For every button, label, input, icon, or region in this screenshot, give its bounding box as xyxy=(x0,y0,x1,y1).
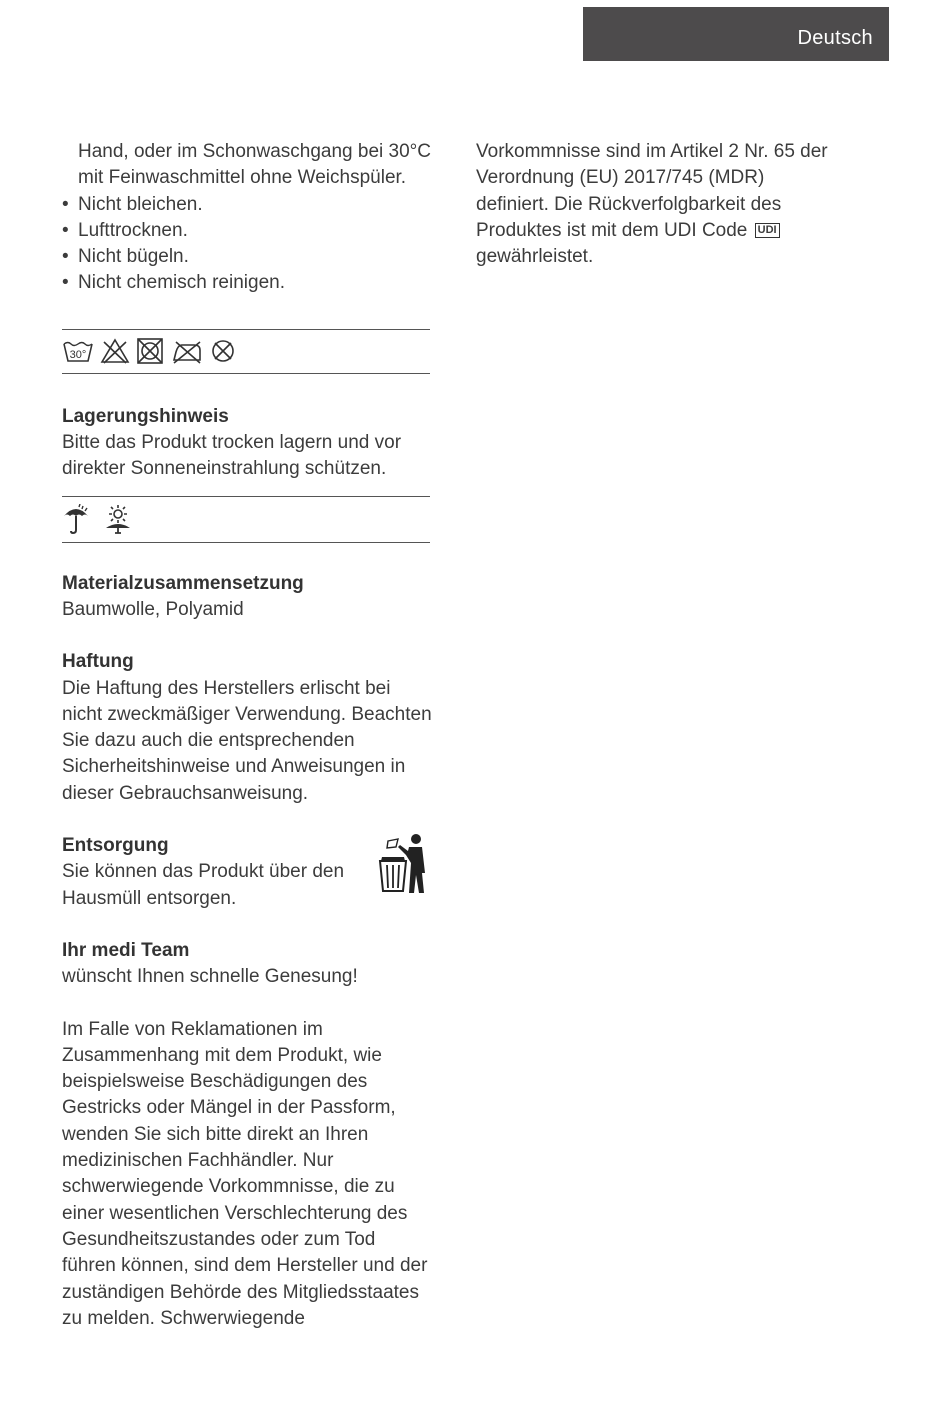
care-item-air-dry: • Lufttrocknen. xyxy=(62,218,434,244)
right-column xyxy=(476,139,836,270)
keep-dry-icon xyxy=(62,504,90,534)
care-list xyxy=(62,192,434,297)
team-title: Ihr medi Team xyxy=(62,939,190,961)
material-section xyxy=(62,571,434,624)
care-item-no-bleach: • Nicht bleichen. xyxy=(62,192,434,218)
storage-title: Lagerungshinweis xyxy=(62,405,229,427)
language-label: Deutsch xyxy=(797,27,873,49)
disposal-title: Entsorgung xyxy=(62,835,169,857)
storage-symbols-band xyxy=(62,496,430,543)
liability-text: Die Haftung des Herstellers erlischt bei nicht zweckmäßiger Verwendung. Beachten Sie dazu auch die entsprechenden Sicherheitshinweise und Anweisungen in dieser Gebrauchsanweisung. xyxy=(62,677,432,804)
material-text: Baumwolle, Polyamid xyxy=(62,598,244,620)
no-bleach-icon xyxy=(100,338,130,364)
disposal-text: Sie können das Produkt über den Hausmüll entsorgen. xyxy=(62,861,345,909)
complaints-end: gewährleistet. xyxy=(476,246,594,268)
disposal-section xyxy=(62,833,434,912)
liability-section xyxy=(62,649,434,807)
litter-bin-icon xyxy=(378,833,428,895)
no-iron-icon xyxy=(170,338,204,364)
team-text: wünscht Ihnen schnelle Genesung! xyxy=(62,966,358,988)
liability-title: Haftung xyxy=(62,651,134,673)
material-title: Materialzusammensetzung xyxy=(62,572,304,594)
no-dry-clean-icon xyxy=(210,338,236,364)
storage-text: Bitte das Produkt trocken lagern und vor direkter Sonneneinstrahlung schützen. xyxy=(62,432,402,480)
complaints-section xyxy=(62,1017,434,1333)
complaints-text: Im Falle von Reklamationen im Zusammenhang mit dem Produkt, wie beispielsweise Beschädigungen des Gestricks oder Mängel in der Passform, wenden Sie sich bitte direkt an Ihren medizinischen Fachhändler. Nur schwerwiegende Vorkommnisse, die zu einer wesentlichen Verschlechterung des Gesundheitszustandes oder zum Tod führen können, sind dem Hersteller und der zuständigen Behörde des Mitgliedsstaates zu melden. Schwerwiegende xyxy=(62,1018,428,1329)
udi-code-icon: UDI xyxy=(755,223,780,238)
team-section xyxy=(62,938,434,991)
care-continued-text: Hand, oder im Schonwaschgang bei 30°C mit Feinwaschmittel ohne Weichspüler. xyxy=(78,141,431,189)
left-column xyxy=(62,139,434,1332)
wash-30-icon xyxy=(62,338,94,364)
storage-section xyxy=(62,404,434,483)
complaints-continued: Vorkommnisse sind im Artikel 2 Nr. 65 der Verordnung (EU) 2017/745 (MDR) definiert. Die Rückverfolgbarkeit des Produktes ist mit dem UDI Code xyxy=(476,141,828,241)
wash-temperature-label: 30° xyxy=(69,349,87,362)
care-symbols-band xyxy=(62,329,430,374)
no-tumble-dry-icon xyxy=(136,338,164,364)
care-item-no-dry-clean: • Nicht chemisch reinigen. xyxy=(62,270,434,296)
language-tab xyxy=(583,7,889,61)
keep-away-from-sunlight-icon xyxy=(102,504,134,534)
care-item-no-iron: • Nicht bügeln. xyxy=(62,244,434,270)
complaints-continued-text xyxy=(476,139,836,270)
